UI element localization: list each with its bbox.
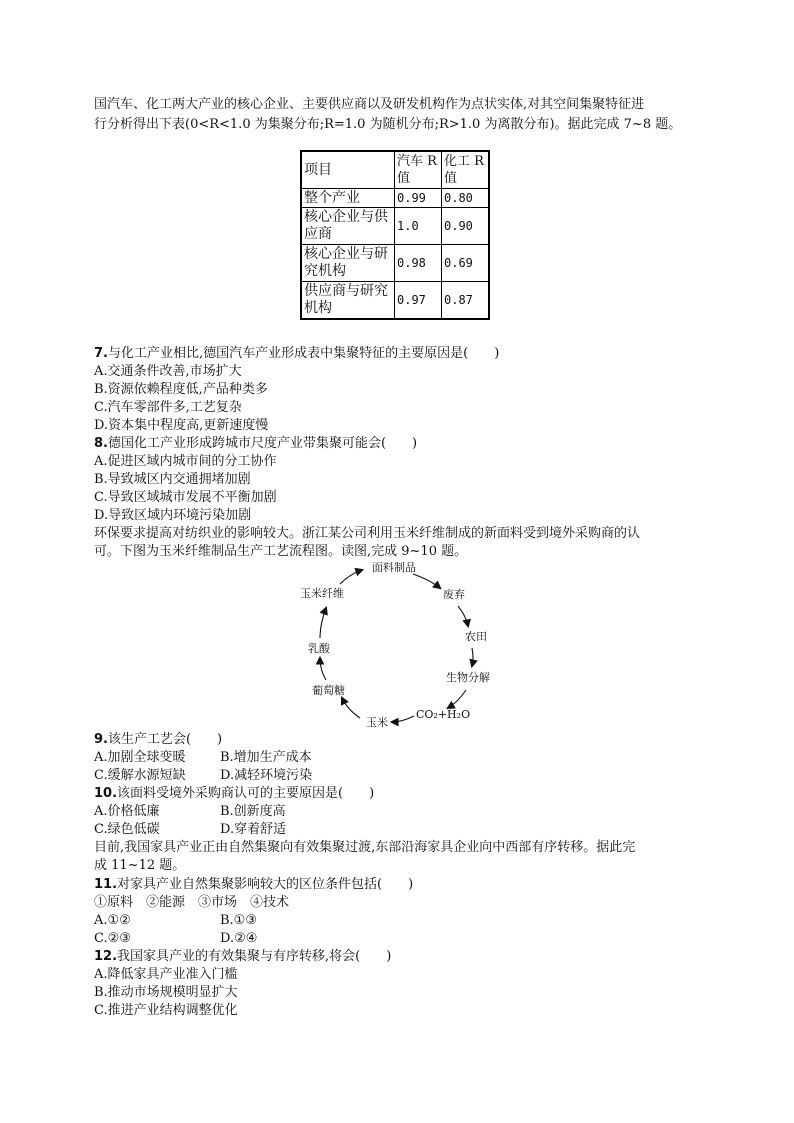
option-c[interactable]: C.推进产业结构调整优化: [94, 1003, 238, 1018]
option-c[interactable]: C.②③: [94, 931, 131, 946]
table-row: [301, 189, 489, 208]
question-number: 10.: [94, 786, 118, 801]
question-stem: 我国家具产业的有效集聚与有序转移,将会( ): [117, 949, 392, 964]
intro3-line-2: 成 11~12 题。: [94, 858, 186, 873]
option-b[interactable]: B.资源依赖程度低,产品种类多: [94, 382, 268, 397]
option-c[interactable]: C.缓解水源短缺: [94, 768, 186, 783]
node-lactic-acid: 乳酸: [308, 642, 330, 655]
question-number: 9.: [94, 732, 108, 747]
question-items: ①原料 ②能源 ③市场 ④技术: [94, 895, 290, 910]
question-12-stem-line: [94, 948, 391, 966]
node-co2-h2o: CO₂+H₂O: [416, 708, 471, 721]
question-stem: 对家具产业自然集聚影响较大的区位条件包括( ): [117, 877, 414, 892]
table-cell: 0.90: [442, 208, 490, 245]
option-c[interactable]: C.导致区域城市发展不平衡加剧: [94, 490, 277, 505]
node-farmland: 农田: [465, 630, 487, 643]
table-cell: 0.97: [395, 282, 442, 320]
question-number: 12.: [94, 949, 118, 964]
option-b[interactable]: B.增加生产成本: [220, 750, 312, 765]
table-cell: 0.98: [395, 245, 442, 282]
option-a[interactable]: A.降低家具产业准入门槛: [94, 967, 238, 982]
option-b[interactable]: B.导致城区内交通拥堵加剧: [94, 472, 251, 487]
node-discard: 废弃: [443, 588, 465, 601]
table-header-cell: 化工 R 值: [442, 151, 490, 189]
node-corn-fiber: 玉米纤维: [300, 587, 344, 600]
option-d[interactable]: D.资本集中程度高,更新速度慢: [94, 418, 269, 433]
cycle-arrow: [458, 606, 468, 626]
option-c[interactable]: C.绿色低碳: [94, 822, 160, 837]
question-8-stem-line: [94, 435, 417, 453]
option-b[interactable]: B.创新度高: [220, 804, 286, 819]
question-stem: 该面料受境外采购商认可的主要原因是( ): [117, 786, 375, 801]
option-b[interactable]: B.推动市场规模明显扩大: [94, 985, 238, 1000]
table-cell: 核心企业与供应商: [301, 208, 395, 245]
table-cell: 0.99: [395, 189, 442, 208]
question-11-stem-line: [94, 876, 413, 894]
question-10-stem-line: [94, 785, 374, 803]
table-cell: 核心企业与研究机构: [301, 245, 395, 282]
table-header-cell: 汽车 R 值: [395, 151, 442, 189]
cycle-arrow: [413, 574, 440, 588]
option-d[interactable]: D.穿着舒适: [220, 822, 287, 837]
question-stem: 与化工产业相比,德国汽车产业形成表中集聚特征的主要原因是( ): [107, 346, 500, 361]
table-cell: 供应商与研究机构: [301, 282, 395, 320]
cycle-arrow: [340, 570, 362, 584]
table-header-row: [301, 151, 489, 189]
cycle-arrow: [342, 698, 360, 718]
node-glucose: 葡萄糖: [312, 684, 345, 697]
option-d[interactable]: D.导致区域内环境污染加剧: [94, 508, 252, 523]
cycle-arrow: [320, 658, 326, 680]
table-cell: 0.87: [442, 282, 490, 320]
table-cell: 整个产业: [301, 189, 395, 208]
question-number: 11.: [94, 877, 118, 892]
question-7-stem-line: [94, 345, 499, 363]
option-d[interactable]: D.减轻环境污染: [220, 768, 313, 783]
option-d[interactable]: D.②④: [220, 931, 258, 946]
table-row: [301, 245, 489, 282]
question-stem: 该生产工艺会( ): [107, 732, 223, 747]
table-cell: 1.0: [395, 208, 442, 245]
option-b[interactable]: B.①③: [220, 913, 257, 928]
option-a[interactable]: A.价格低廉: [94, 804, 160, 819]
cycle-arrow: [472, 648, 473, 666]
node-fabric-products: 面料制品: [372, 561, 416, 574]
table-row: [301, 282, 489, 320]
intro3-line-1: 目前,我国家具产业正由自然集聚向有效集聚过渡,东部沿海家具企业向中西部有序转移。据此完: [94, 840, 636, 855]
option-c[interactable]: C.汽车零部件多,工艺复杂: [94, 400, 242, 415]
question-number: 7.: [94, 346, 108, 361]
corn-fiber-cycle-diagram: [290, 558, 490, 730]
cycle-arrow: [448, 690, 466, 708]
intro2-line-2: 可。下图为玉米纤维制品生产工艺流程图。读图,完成 9~10 题。: [94, 544, 468, 559]
table-row: [301, 208, 489, 245]
question-9-stem-line: [94, 731, 222, 749]
option-a[interactable]: A.促进区域内城市间的分工协作: [94, 454, 277, 469]
question-number: 8.: [94, 436, 108, 451]
intro2-line-1: 环保要求提高对纺织业的影响较大。浙江某公司利用玉米纤维制成的新面料受到境外采购商的认: [94, 526, 641, 541]
table-header-cell: 项目: [301, 151, 395, 189]
node-biodegradation: 生物分解: [446, 671, 490, 684]
node-corn: 玉米: [366, 716, 388, 729]
intro-line-2: 行分析得出下表(0<R<1.0 为集聚分布;R=1.0 为随机分布;R>1.0 为离散分布)。据此完成 7~8 题。: [94, 117, 682, 132]
r-value-table: [300, 150, 490, 320]
table-cell: 0.69: [442, 245, 490, 282]
option-a[interactable]: A.交通条件改善,市场扩大: [94, 364, 242, 379]
intro-line-1: 国汽车、化工两大产业的核心企业、主要供应商以及研发机构作为点状实体,对其空间集聚特征进: [94, 97, 645, 112]
table-cell: 0.80: [442, 189, 490, 208]
question-stem: 德国化工产业形成跨城市尺度产业带集聚可能会( ): [107, 436, 418, 451]
option-a[interactable]: A.①②: [94, 913, 131, 928]
option-a[interactable]: A.加剧全球变暖: [94, 750, 186, 765]
cycle-arrow: [320, 608, 326, 638]
cycle-arrow: [392, 716, 414, 722]
